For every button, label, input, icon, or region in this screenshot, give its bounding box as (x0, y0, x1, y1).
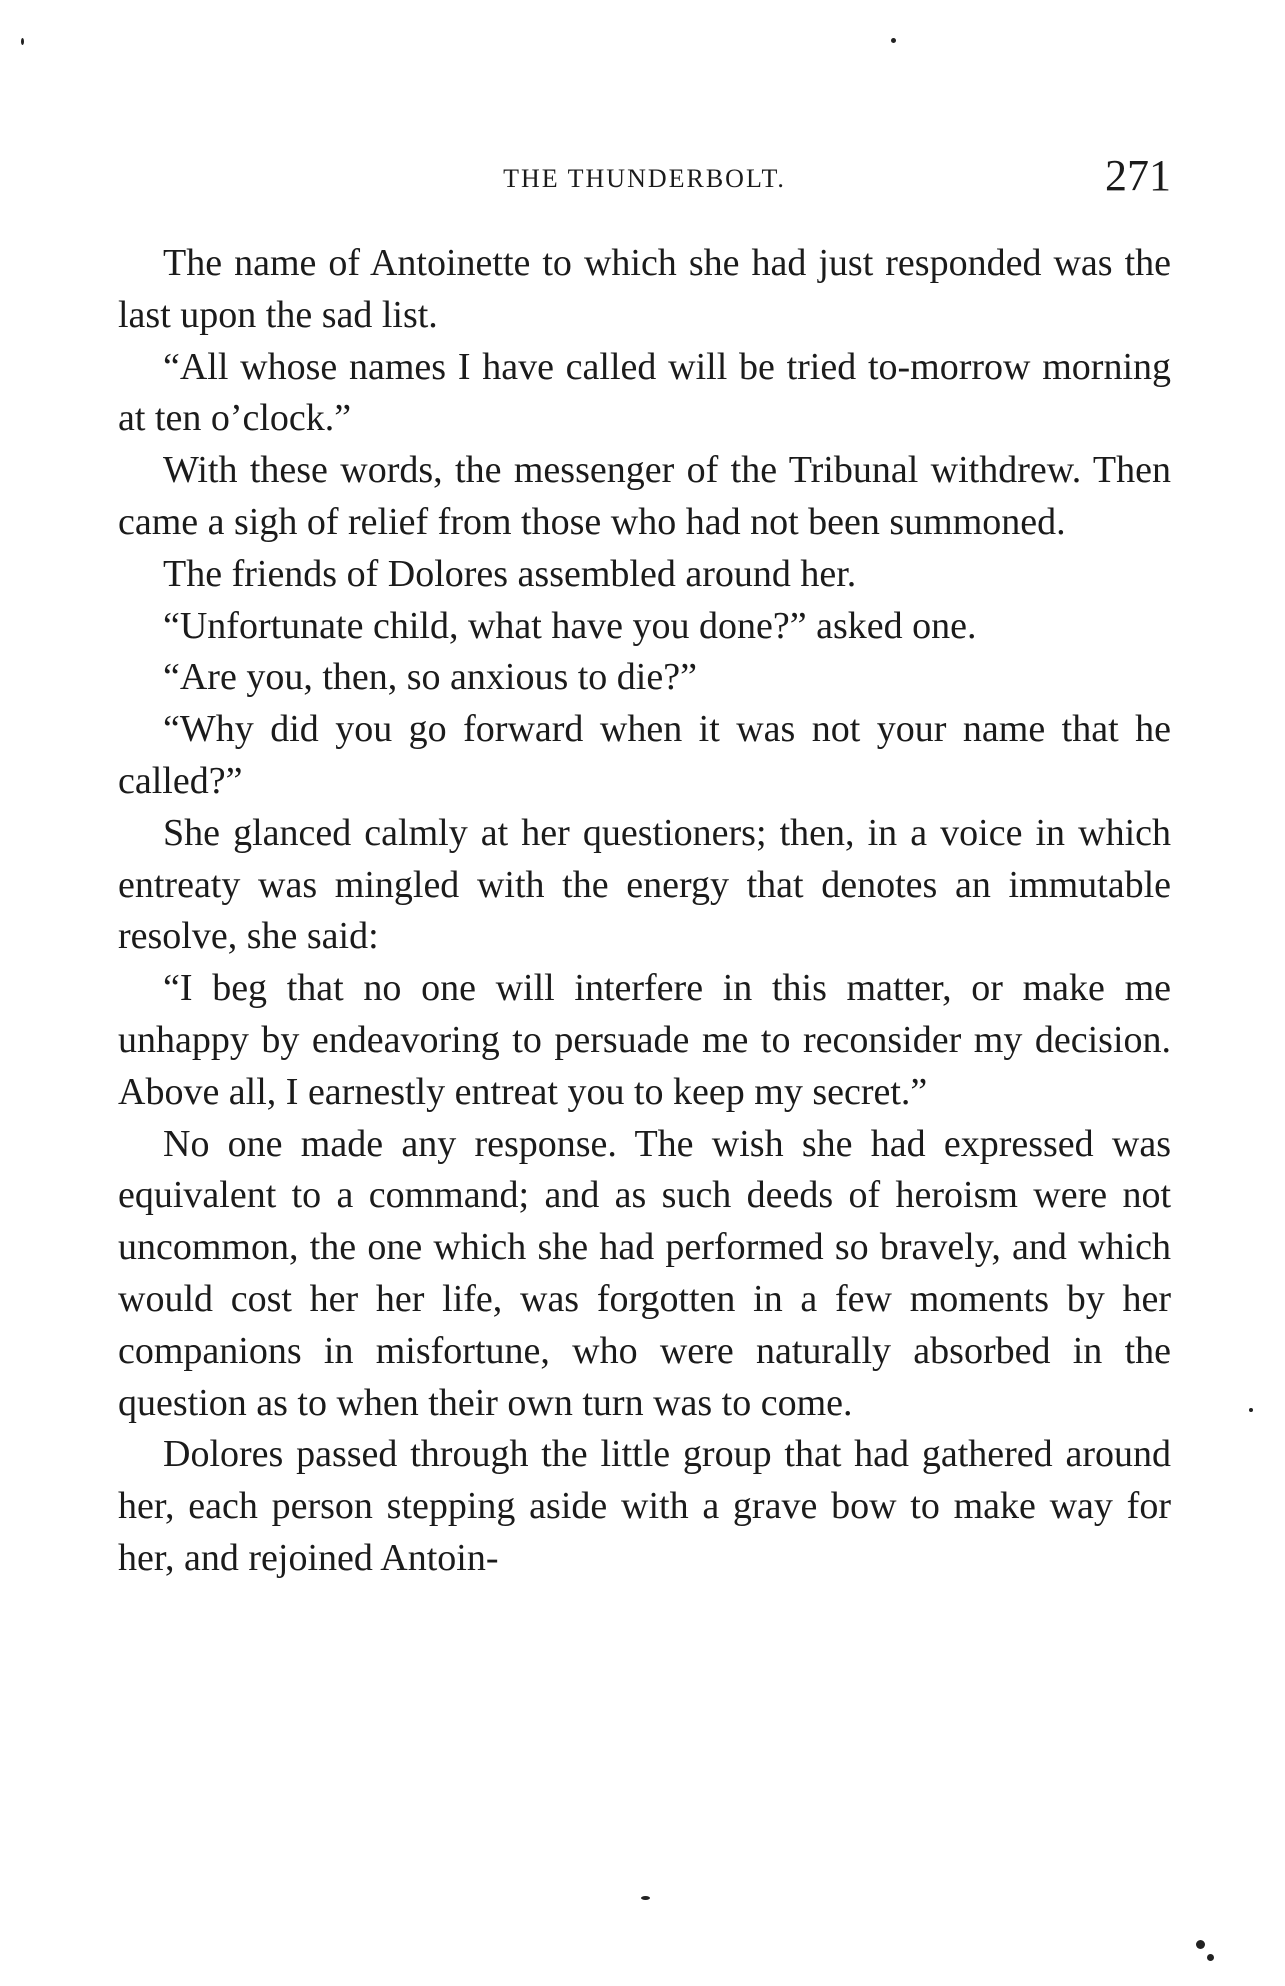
paragraph: “Are you, then, so anxious to die?” (163, 656, 697, 699)
paragraph: “Why did you go forward when it was not your name that he called?” (118, 708, 1171, 802)
paragraph: The friends of Dolores assembled around her. (163, 552, 857, 595)
paragraph: “I beg that no one will interfere in this matter, or make me unhappy by endeavoring to persuade me to reconsider my decision. Above all, I earnestly entreat you to keep my secret.” (118, 967, 1171, 1113)
scan-speck (891, 38, 896, 43)
paragraph: No one made any response. The wish she had expressed was equivalent to a command; and as such deeds of heroism were not uncommon, the one which she had performed so bravely, and which would cost her her life, was forgotten in a few moments by her companions in misfortune, who were naturally absorbed in the question as to when their own turn was to come. (118, 1122, 1171, 1424)
book-page (118, 150, 1171, 1585)
paragraph: Dolores passed through the little group that had gathered around her, each person stepping aside with a grave bow to make way for her, and rejoined Antoin- (118, 1433, 1171, 1579)
paragraph: She glanced calmly at her questioners; then, in a voice in which entreaty was mingled with the energy that denotes an immutable resolve, she said: (118, 811, 1171, 958)
scan-speck (1207, 1954, 1214, 1961)
running-head (118, 150, 1171, 210)
body-text (118, 238, 1171, 1585)
scan-speck (641, 1896, 650, 1900)
scan-speck (1249, 1408, 1253, 1412)
paragraph: “All whose names I have called will be tried to-morrow morning at ten o’clock.” (118, 345, 1171, 440)
paragraph: The name of Antoinette to which she had just responded was the last upon the sad list. (118, 242, 1171, 336)
scan-speck (1196, 1940, 1205, 1949)
running-title: THE THUNDERBOLT. (503, 164, 786, 193)
paragraph: “Unfortunate child, what have you done?” asked one. (163, 604, 977, 647)
paragraph: With these words, the messenger of the Tribunal withdrew. Then came a sigh of relief from those who had not been summoned. (118, 449, 1171, 543)
page-number: 271 (1105, 151, 1171, 200)
scan-speck (21, 38, 24, 45)
